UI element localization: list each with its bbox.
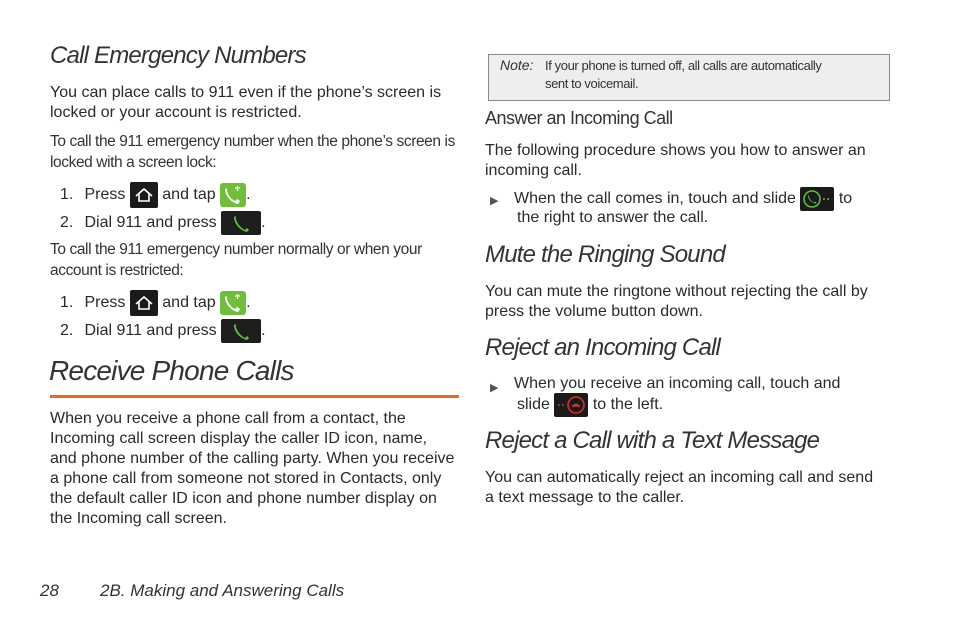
reject-text-heading: Reject a Call with a Text Message: [485, 427, 820, 454]
emergency-heading: Call Emergency Numbers: [50, 42, 306, 69]
receive-body: When you receive a phone call from a contact, the Incoming call screen display the caller ID icon, name, and phone number of the calling party. When you receive a phone call from someone not stored in Contacts, only the default caller ID icon and phone number display on the Incoming call screen.: [50, 410, 455, 527]
answer-body: The following procedure shows you how to answer an incoming call.: [485, 142, 866, 179]
mute-body: You can mute the ringtone without rejecting the call by press the volume button down.: [485, 283, 868, 320]
locked-intro: To call the 911 emergency number when the phone’s screen is locked with a screen lock:: [50, 133, 455, 171]
reject-bullet-line2: slide to the left.: [517, 393, 663, 417]
call-button-icon: [221, 211, 261, 235]
restricted-step-1: 1. Press and tap .: [60, 290, 251, 316]
reject-bullet: ▶ When you receive an incoming call, touch and: [490, 374, 910, 398]
note-box: [488, 54, 890, 101]
restricted-step-2: 2. Dial 911 and press .: [60, 319, 266, 343]
mute-heading: Mute the Ringing Sound: [485, 241, 725, 268]
answer-bullet-line2: the right to answer the call.: [517, 209, 709, 226]
home-icon: [130, 182, 158, 208]
restricted-intro: To call the 911 emergency number normally or when your account is restricted:: [50, 241, 422, 279]
note-label: Note:: [500, 57, 534, 73]
home-icon: [130, 290, 158, 316]
section-rule: [50, 395, 459, 398]
page-number: 28: [40, 581, 59, 600]
answer-slider-icon: [800, 187, 834, 211]
locked-step-1: 1. Press and tap .: [60, 182, 251, 208]
note-text-line2: sent to voicemail.: [545, 76, 639, 91]
note-text-line1: If your phone is turned off, all calls are automatically: [545, 58, 822, 73]
reject-heading: Reject an Incoming Call: [485, 334, 721, 361]
answer-bullet: ▶ When the call comes in, touch and slide to: [490, 187, 910, 211]
bullet-arrow-icon: ▶: [490, 382, 499, 394]
phone-app-icon: [220, 291, 246, 315]
emergency-intro: You can place calls to 911 even if the phone’s screen is locked or your account is restricted.: [50, 84, 442, 121]
call-button-icon: [221, 319, 261, 343]
reject-slider-icon: [554, 393, 588, 417]
footer-section-title: 2B. Making and Answering Calls: [100, 581, 345, 600]
locked-step-2: 2. Dial 911 and press .: [60, 211, 266, 235]
phone-app-icon: [220, 183, 246, 207]
reject-text-body: You can automatically reject an incoming call and send a text message to the caller.: [485, 469, 874, 506]
bullet-arrow-icon: ▶: [490, 195, 499, 207]
answer-heading: Answer an Incoming Call: [485, 108, 673, 128]
receive-heading: Receive Phone Calls: [49, 355, 294, 386]
